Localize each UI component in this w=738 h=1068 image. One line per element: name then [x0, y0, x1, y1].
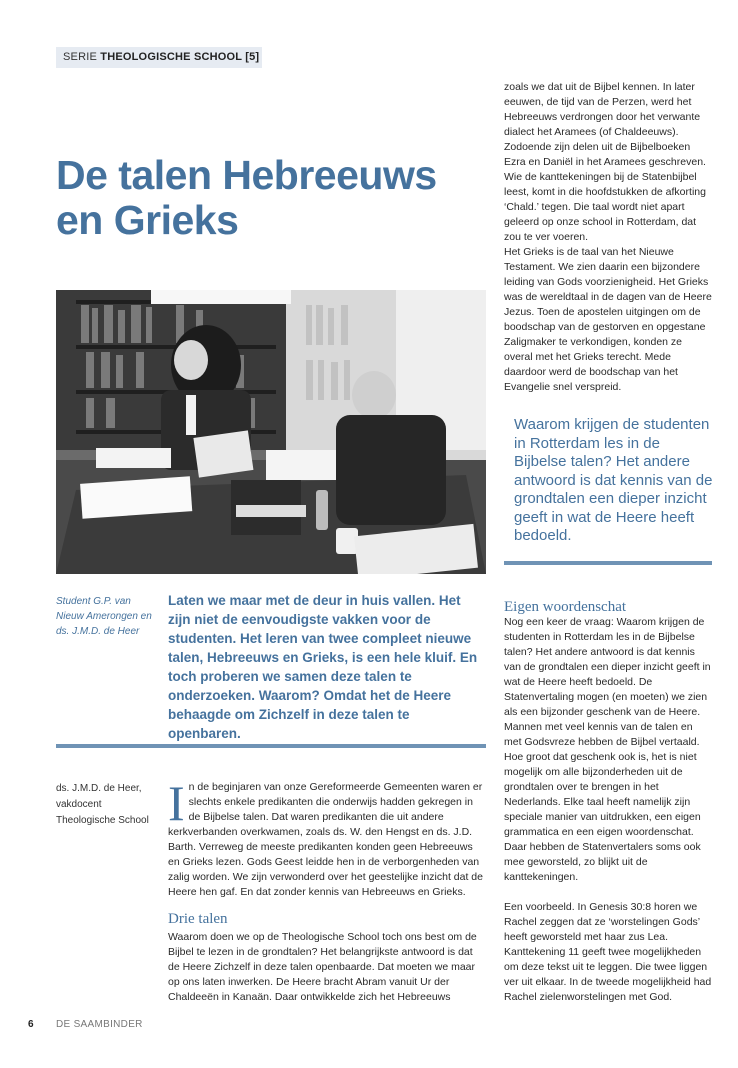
paragraph-6: Een voorbeeld. In Genesis 30:8 horen we Rachel zeggen dat ze ‘worstelingen Gods’ heeft geworsteld met haar zus Lea. Kanttekening 11 geeft twee mogelijkheden om deze tekst uit te leggen. Die twee liggen ver uit elkaar. In de tweede mogelijkheid had Rachel zielenworstelingen met God.: [504, 901, 712, 1003]
magazine-name: DE SAAMBINDER: [56, 1019, 143, 1030]
series-tag: [56, 47, 262, 68]
paragraph-2: Waarom doen we op de Theologische School toch ons best om de Bijbel te lezen in de grondtalen? Het belangrijkste antwoord is dat de Heere Zichzelf in deze talen openbaarde. Dat moeten we maar op ons laten inwerken. De Heere bracht Abram vanuit Ur der Chaldeeën in Kanaän. Daar ontwikkelde zich het Hebreeuws: [168, 931, 477, 1003]
heading-eigen-woordenschat: Eigen woordenschat: [504, 599, 627, 615]
paragraph-1: n de beginjaren van onze Gereformeerde Gemeenten waren er slechts enkele predikanten die onderwijs hadden gekregen in de Bijbelse talen. Dat waren predikanten die uit andere kerkverbanden overkwamen, zoals ds. W. den Hengst en ds. J.D. Barth. Verreweg de meeste predikanten konden geen Hebreeuws en Grieks lezen. Gods Geest leidde hen in de verborgenheden van zalig worden. We zijn verwonderd over het geestelijke inzicht dat de Heere hen gaf. En dat zonder kennis van Hebreeuws en Grieks.: [168, 781, 483, 898]
series-prefix: SERIE: [63, 51, 101, 63]
body-column-right: [504, 80, 712, 395]
paragraph-3: zoals we dat uit de Bijbel kennen. In later eeuwen, de tijd van de Perzen, werd het Hebreeuws verdrongen door het verwante dialect het Aramees (of Chaldeeuws). Zodoende zijn delen uit de Bijbelboeken Ezra en Daniël in het Aramees geschreven. Wie de kanttekeningen bij de Statenbijbel leest, komt in die hoofdstukken de afkorting ‘Chald.’ tegen. Die taal wordt niet apart geleerd op onze school in Rotterdam, dat zou te ver voeren.: [504, 81, 706, 243]
author-byline: ds. J.M.D. de Heer, vakdocent Theologische School: [56, 783, 149, 826]
heading-drie-talen: Drie talen: [168, 911, 228, 927]
paragraph-4: Het Grieks is de taal van het Nieuwe Testament. We zien daarin een bijzondere leiding van Gods voorzienigheid. Het Grieks was de wereldtaal in de dagen van de Heere Jezus. Toen de apostelen uitgingen om de boodschap van de gestorven en opgestane Zaligmaker te verkondigen, konden ze overal met het Grieks terecht. Mede daardoor werd de boodschap van het Evangelie snel verspreid.: [504, 246, 712, 393]
article-photo: [56, 290, 486, 574]
pull-quote: Waarom krijgen de studenten in Rotterdam les in de Bijbelse talen? Het andere antwoord is dat kennis van de grondtalen een dieper inzicht geeft in wat de Heere heeft bedoeld.: [514, 416, 713, 544]
page-number: 6: [28, 1019, 34, 1030]
article-title: De talen Hebreeuws en Grieks: [56, 152, 437, 243]
photo-illustration: [56, 290, 486, 574]
drop-cap: I: [168, 775, 185, 831]
divider-left: [56, 744, 486, 748]
body-column-1: [168, 775, 486, 900]
article-intro: Laten we maar met de deur in huis vallen. Het zijn niet de eenvoudigste vakken voor de studenten. Het leren van twee compleet nieuwe talen, Hebreeuws en Grieks, is een hele kluif. En toch proberen we samen deze talen te onderzoeken. Waarom? Omdat het de Heere behaagde om Zichzelf in deze talen te openbaren.: [168, 593, 478, 741]
divider-right: [504, 561, 712, 565]
paragraph-5: Nog een keer de vraag: Waarom krijgen de studenten in Rotterdam les in de Bijbelse talen? Het andere antwoord is dat kennis van de grondtalen een dieper inzicht geeft in wat de Heere heeft bedoeld. De Statenvertaling mogen (en moeten) we zien als een bijzonder geschenk van de Heere. Mannen met veel kennis van de talen en met Godsvreze hebben de Bijbel vertaald. Hoe groot dat geschenk ook is, het is niet mogelijk om alle bijzonderheden uit de grondtalen over te brengen in het Nederlands. Elke taal heeft namelijk zijn speciale manier van uitdrukken, een eigen grammatica en een eigen woordenschat. Daar hebben de Statenvertalers soms ook mee geworsteld, zo blijkt uit de kanttekeningen.: [504, 616, 711, 883]
photo-caption: Student G.P. van Nieuw Amerongen en ds. J.M.D. de Heer: [56, 596, 152, 637]
series-title: THEOLOGISCHE SCHOOL [5]: [100, 51, 260, 63]
